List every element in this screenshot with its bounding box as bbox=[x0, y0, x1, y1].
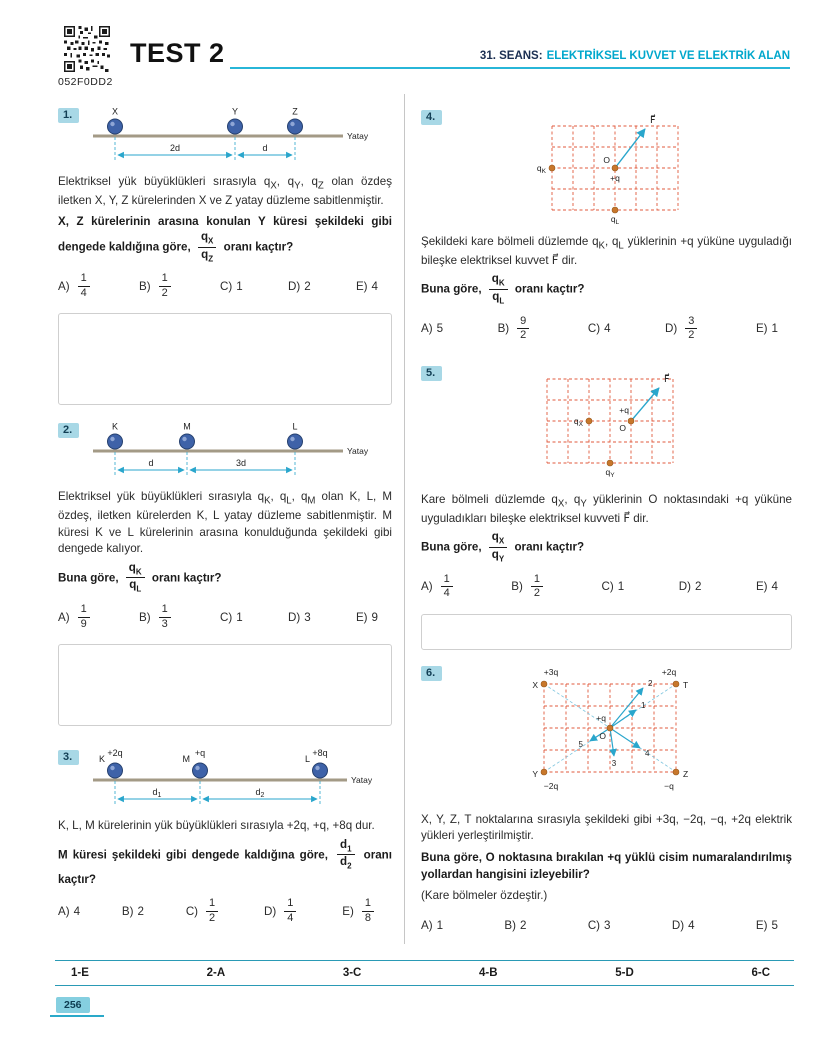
option-d bbox=[288, 280, 311, 293]
option-label: B) bbox=[497, 322, 510, 336]
sphere-k bbox=[108, 763, 123, 778]
sphere-label: M bbox=[182, 754, 190, 765]
question-3 bbox=[58, 748, 392, 926]
content-area bbox=[58, 94, 792, 956]
qr-code bbox=[64, 26, 110, 72]
guide-lines bbox=[115, 452, 295, 476]
point-label-x: X bbox=[532, 679, 538, 690]
question-stem bbox=[421, 531, 792, 563]
option-b bbox=[122, 905, 144, 918]
option-e bbox=[356, 280, 378, 293]
sphere-y bbox=[228, 119, 243, 134]
option-value: 4 bbox=[688, 918, 695, 932]
stem-fraction: $\frac{q_K}{q_L}$ bbox=[489, 273, 508, 305]
sphere-label: M bbox=[183, 421, 191, 432]
force-label: F⃗ bbox=[663, 373, 669, 385]
option-b bbox=[511, 574, 547, 600]
spheres-figure bbox=[87, 106, 387, 168]
option-label: A) bbox=[58, 279, 70, 293]
path-number: 2 bbox=[648, 678, 653, 688]
option-label: B) bbox=[504, 918, 516, 932]
option-value: 1 bbox=[771, 322, 778, 336]
options-row bbox=[421, 910, 792, 940]
option-fraction: $\frac{1}{4}$ bbox=[441, 574, 453, 600]
option-value: 1 bbox=[236, 279, 243, 293]
option-e bbox=[356, 611, 378, 624]
option-value: 3 bbox=[604, 918, 611, 932]
charge-dot-qx bbox=[586, 418, 592, 424]
test-title: TEST 2 bbox=[130, 38, 225, 68]
charge-dot-qk bbox=[549, 165, 555, 171]
options-row bbox=[58, 271, 392, 301]
option-label: E) bbox=[755, 918, 768, 932]
session-header bbox=[480, 50, 790, 62]
option-label: C) bbox=[601, 580, 614, 594]
option-value: 2 bbox=[137, 904, 144, 918]
question-2 bbox=[58, 421, 392, 726]
charge-dot-t bbox=[673, 681, 679, 687]
point-o-label: O bbox=[602, 155, 610, 165]
stem-text: oranı kaçtır? bbox=[514, 282, 585, 296]
option-fraction: $\frac{9}{2}$ bbox=[517, 316, 529, 342]
option-label: C) bbox=[587, 322, 601, 336]
option-label: A) bbox=[421, 918, 433, 932]
charge-dot-qy bbox=[607, 460, 613, 466]
path-number: 5 bbox=[578, 739, 583, 749]
charge-value-x: +3q bbox=[543, 666, 559, 677]
figure-q1 bbox=[82, 106, 392, 168]
question-intro: Elektriksel yük büyüklükleri sırasıyla $q_X$, $q_Y$, $q_Z$ olan özdeş iletken X, Y, Z kürelerinden X ve Z yatay düzleme sabitlenmiştir. bbox=[58, 175, 392, 208]
question-stem bbox=[421, 273, 792, 305]
option-label: A) bbox=[421, 580, 433, 594]
ground-label: Yatay bbox=[351, 775, 373, 786]
question-number: 4. bbox=[421, 110, 442, 125]
spheres-figure bbox=[87, 421, 387, 483]
work-area bbox=[58, 644, 392, 726]
question-4 bbox=[421, 108, 792, 344]
option-a bbox=[58, 604, 94, 630]
figure-q3 bbox=[82, 748, 392, 812]
option-value: 1 bbox=[617, 580, 625, 594]
question-intro: Kare bölmeli düzlemde $q_X$, $q_Y$ yüklerinin O noktasındaki +q yüküne uyguladıkları bileşke elektriksel kuvveti F⃗ dir. bbox=[421, 492, 793, 525]
option-fraction: $\frac{1}{4}$ bbox=[78, 273, 90, 299]
page-number-badge: 256 bbox=[56, 997, 90, 1013]
grid-figure bbox=[517, 364, 707, 486]
option-value: 3 bbox=[304, 610, 311, 624]
path-vector-4 bbox=[610, 728, 640, 748]
option-c bbox=[220, 280, 243, 293]
sphere-label: K bbox=[98, 754, 105, 765]
charge-dot-ql bbox=[612, 207, 618, 213]
option-fraction: $\frac{1}{2}$ bbox=[531, 574, 543, 600]
option-label: C) bbox=[587, 918, 601, 932]
center-charge-label: +q bbox=[596, 712, 606, 723]
charge-label: +q bbox=[194, 748, 206, 759]
page-number-rule bbox=[50, 1015, 104, 1017]
option-label: D) bbox=[287, 610, 301, 624]
question-number: 5. bbox=[421, 366, 442, 381]
option-label: C) bbox=[220, 279, 233, 293]
sphere-z bbox=[288, 119, 303, 134]
option-label: D) bbox=[665, 322, 678, 336]
option-label: D) bbox=[671, 918, 685, 932]
guide-lines bbox=[115, 781, 320, 805]
option-value: 4 bbox=[604, 322, 611, 336]
charge-dot-center bbox=[607, 725, 613, 731]
option-a bbox=[421, 919, 443, 932]
question-intro: Elektriksel yük büyüklükleri sırasıyla $q_K$, $q_L$, $q_M$ olan K, L, M özdeş, iletken kürelerden K, L yatay düzleme sabitlenmiştir. M küresi K ve L kürelerinin arasına konulduğunda şekildeki gibi dengede kalıyor. bbox=[58, 490, 393, 556]
point-label-z: Z bbox=[683, 768, 689, 779]
charge-label: +2q bbox=[107, 748, 123, 759]
option-a bbox=[421, 322, 443, 335]
question-intro: X, Y, Z, T noktalarına sırasıyla şekildeki gibi +3q, −2q, −q, +2q elektrik yükleri yerleştirilmiştir. bbox=[421, 812, 792, 843]
option-b bbox=[498, 316, 534, 342]
right-column bbox=[405, 94, 792, 956]
sphere-l bbox=[313, 763, 328, 778]
sphere-k bbox=[108, 434, 123, 449]
path-number: 4 bbox=[645, 748, 650, 758]
stem-text: oranı kaçtır? bbox=[223, 240, 294, 254]
sphere-l bbox=[288, 434, 303, 449]
question-intro: Şekildeki kare bölmeli düzlemde $q_K$, $q_L$ yüklerinin +q yüküne uyguladığı bileşke elektriksel kuvvet F⃗ dir. bbox=[421, 235, 792, 268]
option-value: 5 bbox=[771, 918, 778, 932]
charge-label-qy: $q_Y$ bbox=[604, 466, 615, 479]
question-number: 3. bbox=[58, 750, 79, 765]
option-label: E) bbox=[755, 580, 768, 594]
option-value: 1 bbox=[436, 918, 444, 932]
option-value: 9 bbox=[371, 610, 378, 624]
option-fraction: $\frac{1}{2}$ bbox=[206, 898, 218, 924]
charge-label: +8q bbox=[312, 748, 328, 759]
sphere-m bbox=[180, 434, 195, 449]
option-fraction: $\frac{3}{2}$ bbox=[685, 316, 697, 342]
stem-fraction: $\frac{q_K}{q_L}$ bbox=[126, 562, 145, 594]
option-d bbox=[679, 580, 702, 593]
question-5 bbox=[421, 364, 792, 650]
sphere-label: X bbox=[111, 106, 119, 117]
option-a bbox=[58, 273, 94, 299]
option-value: 4 bbox=[371, 279, 378, 293]
session-prefix: 31. SEANS: bbox=[479, 50, 543, 62]
path-number: 3 bbox=[611, 758, 617, 768]
point-o-label: O bbox=[599, 730, 606, 741]
sphere-label: K bbox=[111, 421, 119, 432]
stem-text: oranı kaçtır? bbox=[58, 847, 392, 886]
question-number: 6. bbox=[421, 666, 442, 681]
figure-q5 bbox=[431, 364, 792, 486]
charge-label-qx: $q_X$ bbox=[573, 415, 583, 428]
sphere-x bbox=[108, 119, 123, 134]
option-fraction: $\frac{1}{4}$ bbox=[284, 898, 296, 924]
path-number: 1 bbox=[641, 700, 646, 710]
distance-label: 3d bbox=[235, 458, 247, 469]
figure-q2 bbox=[82, 421, 392, 483]
option-label: E) bbox=[342, 904, 354, 918]
charge-label-qk: $q_K$ bbox=[536, 163, 546, 175]
grid-figure bbox=[509, 664, 714, 806]
point-o-label: O bbox=[618, 422, 626, 433]
center-charge-label: +q bbox=[609, 173, 620, 183]
square-grid bbox=[547, 379, 673, 463]
option-c bbox=[588, 322, 611, 335]
answer-item-5: 5-D bbox=[615, 967, 634, 979]
sphere-label: L bbox=[292, 421, 298, 432]
stem-text: oranı kaçtır? bbox=[151, 570, 222, 584]
option-label: E) bbox=[355, 610, 368, 624]
stem-fraction: $\frac{q_X}{q_Y}$ bbox=[489, 531, 507, 563]
option-d bbox=[288, 611, 311, 624]
force-vector bbox=[631, 388, 659, 421]
question-6 bbox=[421, 664, 792, 941]
sphere-label: Y bbox=[231, 106, 239, 117]
option-value: 2 bbox=[304, 279, 311, 293]
option-e bbox=[342, 898, 378, 924]
option-label: D) bbox=[678, 580, 691, 594]
option-label: E) bbox=[755, 322, 768, 336]
option-c bbox=[602, 580, 625, 593]
ground-label: Yatay bbox=[347, 446, 369, 457]
charge-value-z: −q bbox=[664, 780, 674, 791]
option-label: B) bbox=[121, 904, 134, 918]
distance-label: $d_1$ bbox=[152, 787, 162, 800]
charge-value-y: −2q bbox=[543, 780, 559, 791]
option-value: 1 bbox=[236, 610, 243, 624]
option-label: B) bbox=[139, 279, 151, 293]
question-1 bbox=[58, 106, 392, 405]
stem-text: Buna göre, bbox=[58, 570, 119, 584]
question-stem bbox=[58, 562, 392, 594]
answer-item-2: 2-A bbox=[206, 967, 226, 979]
answer-key bbox=[55, 960, 794, 986]
option-label: D) bbox=[287, 279, 301, 293]
question-number: 1. bbox=[58, 108, 79, 123]
option-fraction: $\frac{1}{3}$ bbox=[159, 604, 171, 630]
option-value: 4 bbox=[73, 904, 81, 918]
option-e bbox=[756, 919, 778, 932]
options-row bbox=[421, 314, 792, 344]
question-note: (Kare bölmeler özdeştir.) bbox=[421, 889, 548, 903]
sphere-label: Z bbox=[292, 106, 298, 117]
grid-figure bbox=[517, 108, 707, 228]
work-area bbox=[58, 313, 392, 405]
charge-dot-z bbox=[673, 769, 679, 775]
option-a bbox=[58, 905, 80, 918]
question-number: 2. bbox=[58, 423, 79, 438]
option-label: D) bbox=[264, 904, 277, 918]
option-label: A) bbox=[421, 322, 433, 336]
stem-text: Buna göre, bbox=[421, 540, 482, 554]
option-b bbox=[139, 604, 175, 630]
charge-dot-y bbox=[541, 769, 547, 775]
option-e bbox=[756, 322, 778, 335]
answer-item-6: 6-C bbox=[751, 967, 770, 979]
option-a bbox=[421, 574, 457, 600]
stem-text: Buna göre, O noktasına bırakılan +q yüklü cisim numaralandırılmış yollardan hangisini izleyebilir? bbox=[421, 850, 792, 882]
answer-item-3: 3-C bbox=[342, 967, 362, 979]
option-label: A) bbox=[58, 610, 70, 624]
charge-dot-center bbox=[628, 418, 634, 424]
path-vector-3 bbox=[610, 728, 614, 756]
charge-dot-x bbox=[541, 681, 547, 687]
distance-label: $d_2$ bbox=[255, 787, 265, 800]
charge-label-ql: $q_L$ bbox=[610, 214, 619, 226]
option-c bbox=[220, 611, 243, 624]
option-d bbox=[264, 898, 300, 924]
answer-item-1: 1-E bbox=[71, 967, 89, 979]
option-c bbox=[588, 919, 611, 932]
center-charge-label: +q bbox=[618, 404, 629, 415]
path-vector-2 bbox=[610, 688, 643, 728]
distance-label: d bbox=[148, 458, 154, 469]
option-e bbox=[756, 580, 778, 593]
stem-fraction: $\frac{d_1}{d_2}$ bbox=[337, 839, 355, 871]
stem-text: Buna göre, bbox=[421, 282, 482, 296]
stem-fraction: $\frac{q_X}{q_Z}$ bbox=[198, 231, 216, 263]
left-column bbox=[58, 94, 404, 956]
distance-label: d bbox=[262, 143, 268, 153]
option-label: C) bbox=[220, 610, 233, 624]
question-stem bbox=[58, 839, 392, 889]
option-d bbox=[672, 919, 695, 932]
option-c bbox=[186, 898, 222, 924]
option-fraction: $\frac{1}{2}$ bbox=[159, 273, 171, 299]
options-row bbox=[58, 896, 392, 926]
option-fraction: $\frac{1}{8}$ bbox=[362, 898, 374, 924]
option-label: E) bbox=[355, 279, 368, 293]
session-title: ELEKTRİKSEL KUVVET VE ELEKTRİK ALAN bbox=[546, 50, 790, 62]
option-label: B) bbox=[511, 580, 523, 594]
option-d bbox=[665, 316, 701, 342]
ground-label: Yatay bbox=[347, 131, 369, 141]
point-label-t: T bbox=[683, 679, 689, 690]
sphere-m bbox=[193, 763, 208, 778]
work-area bbox=[421, 614, 792, 650]
qr-code-label: 052F0DD2 bbox=[58, 76, 113, 88]
option-label: B) bbox=[139, 610, 151, 624]
charge-dot-center bbox=[612, 165, 618, 171]
figure-q4 bbox=[431, 108, 792, 228]
option-value: 2 bbox=[694, 580, 702, 594]
option-label: C) bbox=[185, 904, 199, 918]
force-vector bbox=[615, 129, 645, 168]
option-value: 2 bbox=[520, 918, 527, 932]
option-value: 4 bbox=[771, 580, 778, 594]
header-rule bbox=[230, 67, 790, 69]
qr-code-image bbox=[64, 26, 110, 72]
guide-lines bbox=[115, 137, 295, 161]
stem-text: M küresi şekildeki gibi dengede kaldığına göre, bbox=[58, 847, 328, 861]
option-b bbox=[139, 273, 175, 299]
question-stem bbox=[58, 213, 392, 263]
spheres-figure bbox=[87, 748, 387, 812]
charge-value-t: +2q bbox=[661, 666, 677, 677]
figure-q6 bbox=[431, 664, 792, 806]
stem-text: X, Z kürelerinin arasına konulan Y küresi şekildeki gibi dengede kaldığına göre, bbox=[58, 215, 392, 254]
force-label: F⃗ bbox=[649, 115, 655, 126]
options-row bbox=[58, 602, 392, 632]
stem-text: oranı kaçtır? bbox=[514, 540, 585, 554]
option-value: 5 bbox=[436, 322, 444, 336]
option-fraction: $\frac{1}{9}$ bbox=[78, 604, 90, 630]
sphere-label: L bbox=[304, 754, 310, 765]
options-row bbox=[421, 572, 792, 602]
answer-item-4: 4-B bbox=[479, 967, 498, 979]
option-label: A) bbox=[58, 904, 70, 918]
distance-label: 2d bbox=[169, 143, 181, 153]
question-intro: K, L, M kürelerinin yük büyüklükleri sırasıyla +2q, +q, +8q dur. bbox=[58, 819, 375, 833]
option-b bbox=[504, 919, 526, 932]
point-label-y: Y bbox=[532, 768, 538, 779]
question-stem bbox=[421, 849, 792, 884]
